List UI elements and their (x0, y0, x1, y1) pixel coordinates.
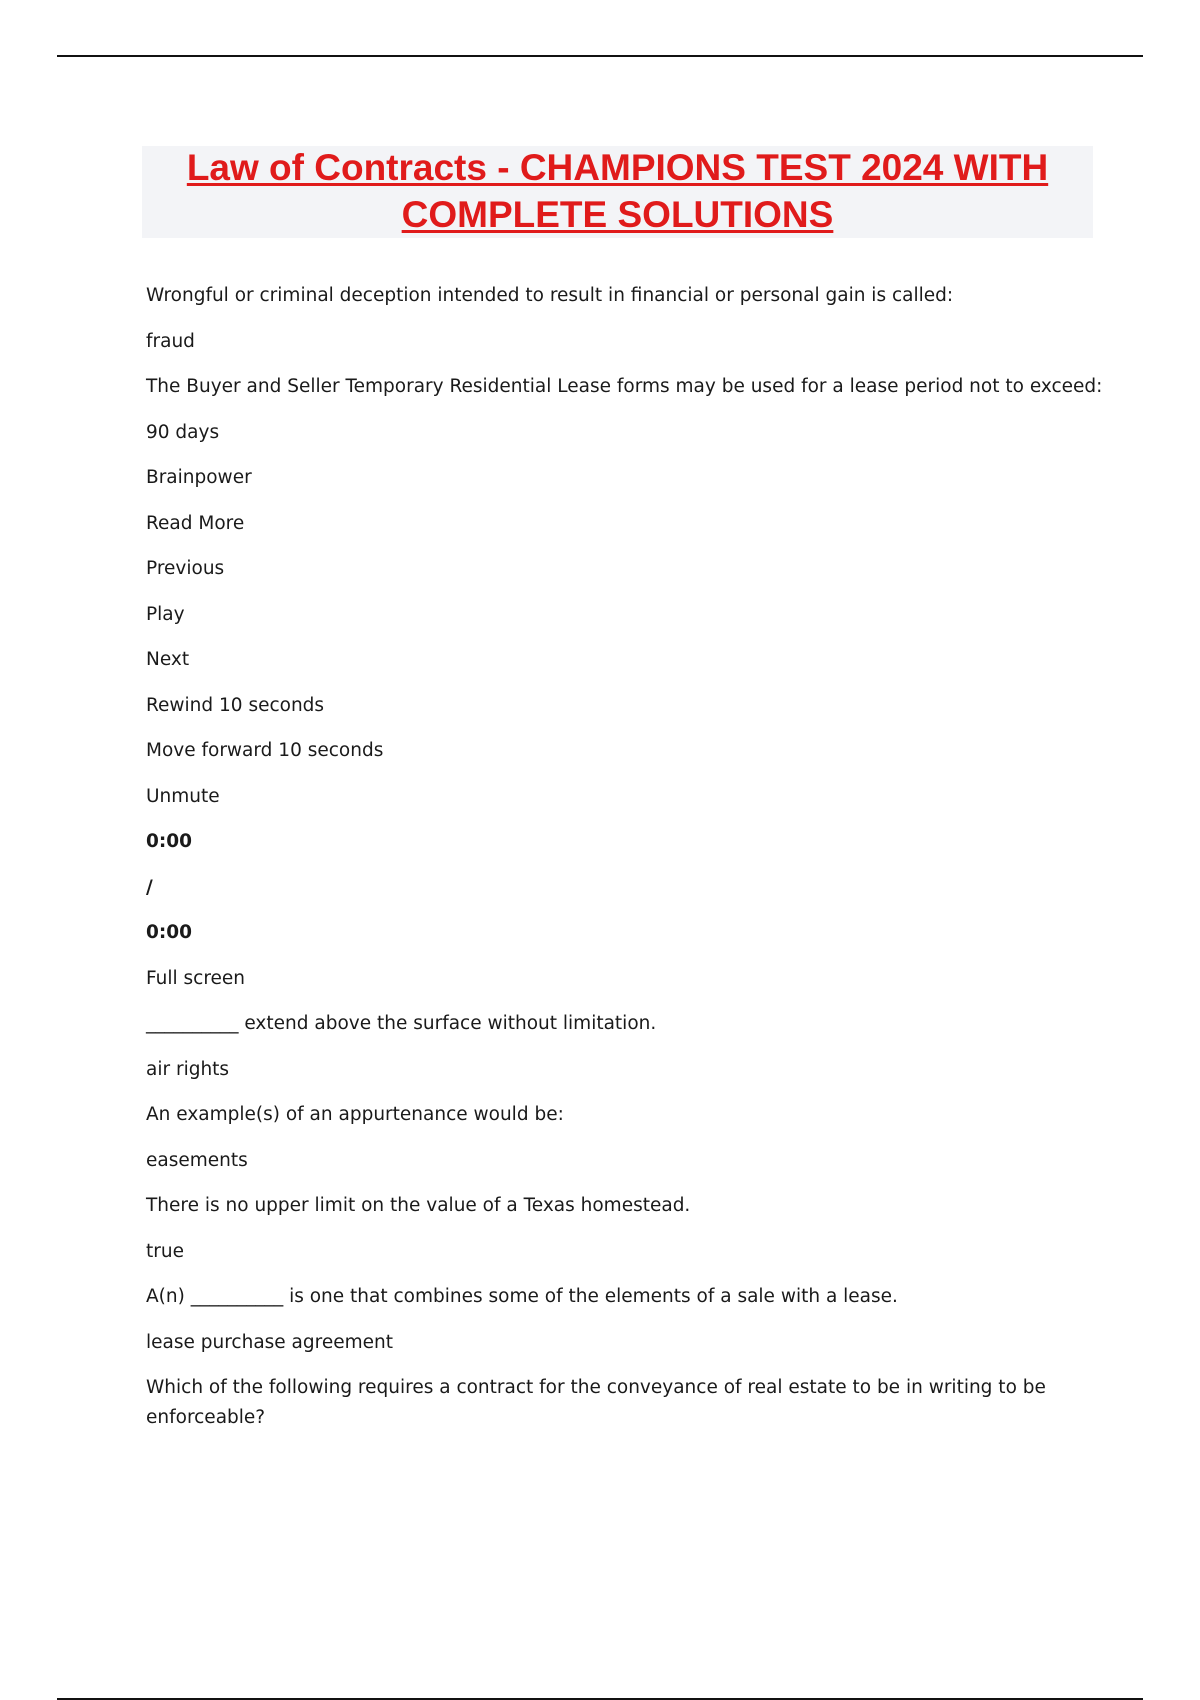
document-line: Which of the following requires a contract for the conveyance of real estate to be in writing to be enforceable? (146, 1377, 1046, 1428)
document-line: The Buyer and Seller Temporary Residential Lease forms may be used for a lease period not to exceed: (146, 376, 1103, 397)
header-rule (57, 55, 1143, 57)
document-line: Unmute (146, 785, 220, 807)
document-line: There is no upper limit on the value of a Texas homestead. (146, 1195, 691, 1216)
document-line: __________ extend above the surface without limitation. (146, 1013, 657, 1034)
document-line: easements (146, 1149, 248, 1171)
document-line: Wrongful or criminal deception intended to result in financial or personal gain is called: (146, 285, 954, 306)
document-line: Move forward 10 seconds (146, 740, 384, 761)
document-line: Read More (146, 512, 245, 534)
document-body (146, 281, 1103, 1433)
document-title: Law of Contracts - CHAMPIONS TEST 2024 WITH COMPLETE SOLUTIONS (186, 147, 1049, 235)
document-line: air rights (146, 1058, 230, 1080)
document-line: Rewind 10 seconds (146, 694, 325, 716)
document-line: A(n) __________ is one that combines some of the elements of a sale with a lease. (146, 1286, 898, 1307)
document-line: lease purchase agreement (146, 1331, 393, 1353)
document-line: Play (146, 603, 185, 625)
document-line: Previous (146, 558, 225, 579)
document-line: 0:00 (146, 922, 193, 943)
document-line: Next (146, 649, 190, 670)
document-line: Brainpower (146, 467, 252, 488)
document-line: true (146, 1240, 184, 1262)
document-line: An example(s) of an appurtenance would be: (146, 1104, 564, 1125)
document-line: fraud (146, 330, 195, 352)
document-line: / (146, 876, 153, 898)
document-line: 90 days (146, 421, 220, 443)
document-line: Full screen (146, 967, 246, 989)
document-line: 0:00 (146, 831, 193, 852)
